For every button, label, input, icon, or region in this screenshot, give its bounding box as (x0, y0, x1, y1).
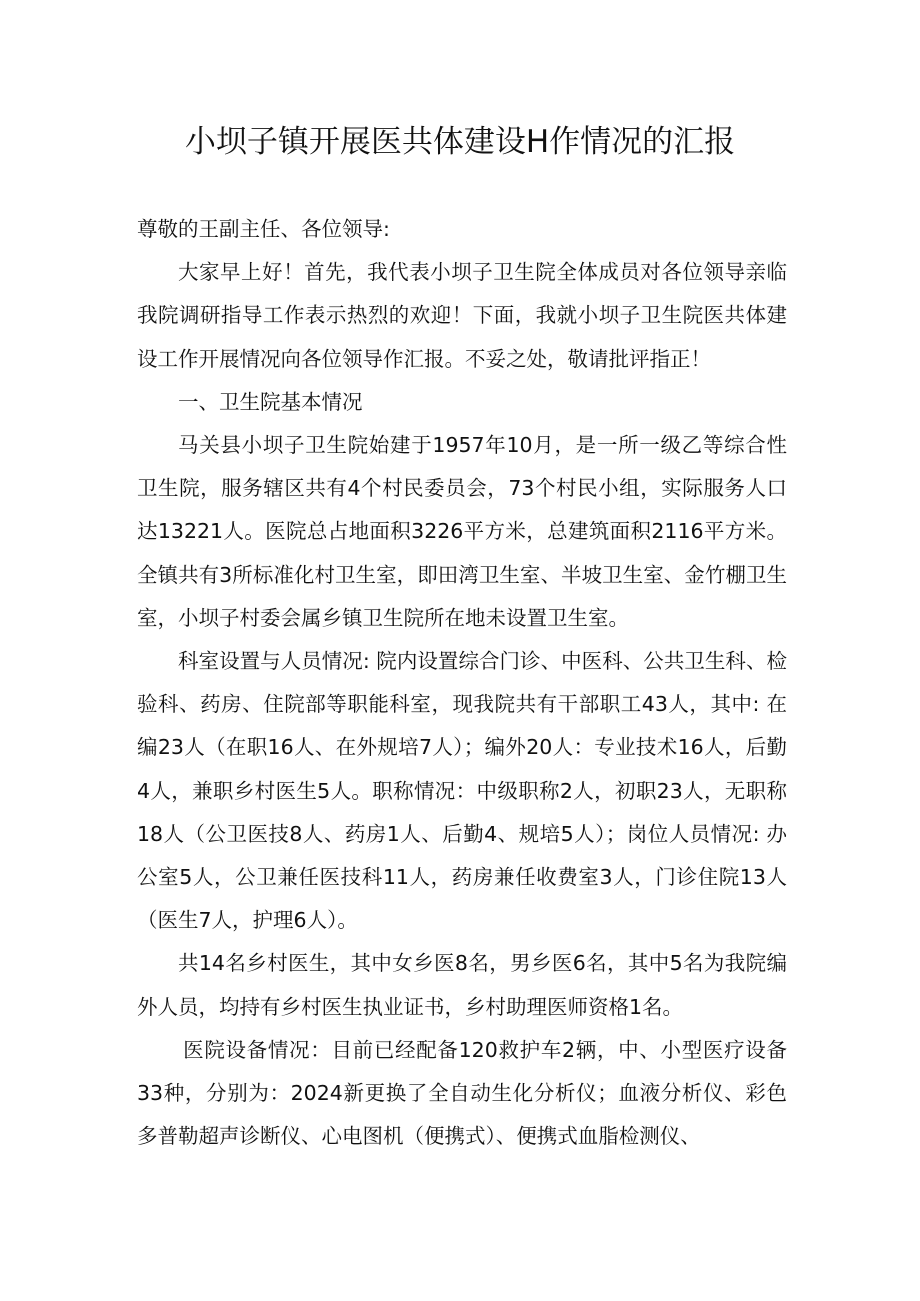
salutation: 尊敬的王副主任、各位领导: (137, 217, 390, 241)
paragraph-village-doctors: 共14名乡村医生，其中女乡医8名，男乡医6名，其中5名为我院编外人员，均持有乡村医生执业证书，乡村助理医师资格1名。 (137, 951, 787, 1019)
document-body (137, 208, 787, 1158)
section-heading-basic-info: 一、卫生院基本情况 (178, 389, 363, 414)
paragraph-greeting: 大家早上好！首先，我代表小坝子卫生院全体成员对各位领导亲临我院调研指导工作表示热烈的欢迎！下面，我就小坝子卫生院医共体建设工作开展情况向各位领导作汇报。不妥之处，敬请批评指正！ (137, 260, 787, 371)
paragraph-equipment: 医院设备情况：目前已经配备120救护车2辆，中、小型医疗设备33种，分别为：2024新更换了全自动生化分析仪；血液分析仪、彩色多普勒超声诊断仪、心电图机（便携式）、便携式血脂检测仪、 (137, 1037, 787, 1149)
paragraph-hospital-overview: 马关县小坝子卫生院始建于1957年10月，是一所一级乙等综合性卫生院，服务辖区共有4个村民委员会，73个村民小组，实际服务人口达13221人。医院总占地面积3226平方米，总建筑面积2116平方米。全镇共有3所标准化村卫生室，即田湾卫生室、半坡卫生室、金竹棚卫生室，小坝子村委会属乡镇卫生院所在地未设置卫生室。 (137, 433, 787, 630)
paragraph-departments-staff: 科室设置与人员情况: 院内设置综合门诊、中医科、公共卫生科、检验科、药房、住院部等职能科室，现我院共有干部职工43人，其中: 在编23人（在职16人、在外规培7人）；编外20人：专业技术16人，后勤4人，兼职乡村医生5人。职称情况：中级职称2人，初职23人，无职称18人（公卫医技8人、药房1人、后勤4、规培5人）；岗位人员情况: 办公室5人，公卫兼任医技科11人，药房兼任收费室3人，门诊住院13人（医生7人，护理6人）。 (137, 649, 787, 933)
document-title: 小坝子镇开展医共体建设H作情况的汇报 (184, 124, 736, 160)
